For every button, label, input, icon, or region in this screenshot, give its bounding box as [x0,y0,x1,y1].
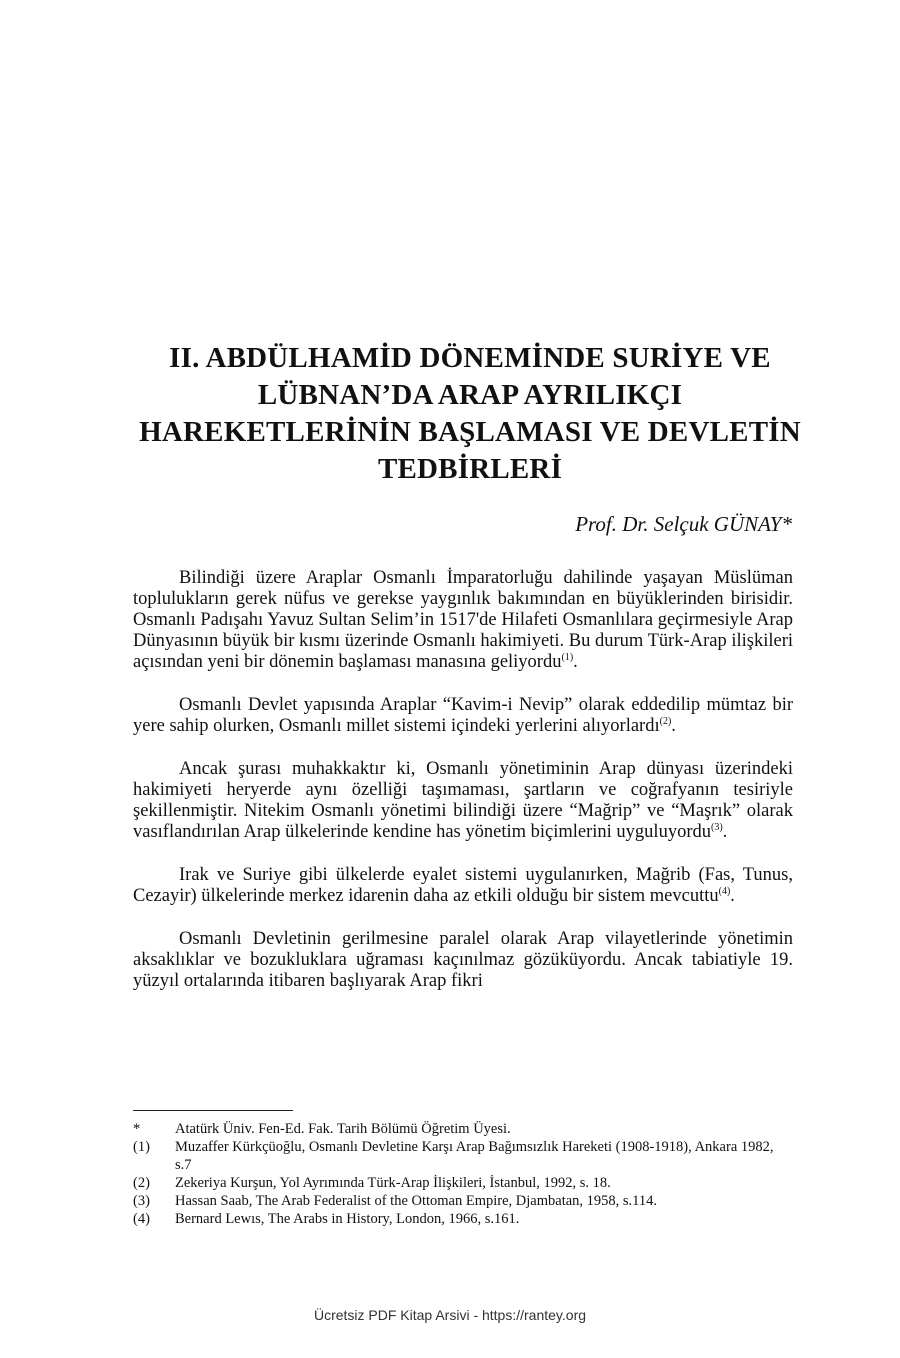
footnote-mark: (4) [133,1211,150,1227]
footnote-mark: (3) [133,1193,150,1209]
paragraph-2: Osmanlı Devlet yapısında Araplar “Kavim-i Nevip” olarak eddedilip mümtaz bir yere sahip olurken, Osmanlı millet sistemi içindeki yerlerini alıyorlardı$^{(2)}$. [133,695,793,736]
title-line-2: LÜBNAN’DA ARAP AYRILIKÇI [257,379,683,411]
footnote-text: Muzaffer Kürkçüoğlu, Osmanlı Devletine Karşı Arap Bağımsızlık Hareketi (1908-1918), Ankara 1982, s.7 [175,1139,774,1173]
footnote-text: Bernard Lewıs, The Arabs in History, London, 1966, s.161. [175,1211,520,1227]
footnotes [133,1120,793,1228]
footnote-item [133,1138,793,1174]
footnote-divider [133,1110,293,1111]
footnote-item [133,1120,793,1138]
footnote-item [133,1174,793,1192]
footnote-mark: * [133,1121,141,1137]
footnote-ref-1: (1) [561,651,574,663]
footnote-ref-2: (2) [659,715,672,727]
archive-watermark: Ücretsiz PDF Kitap Arsivi - https://rantey.org [313,1307,587,1323]
paragraph-4: Irak ve Suriye gibi ülkelerde eyalet sistemi uygulanırken, Mağrib (Fas, Tunus, Cezayir) ülkelerinde merkez idarenin daha az etkili olduğu bir sistem mevcuttu$^{(4)}$. [133,865,793,906]
footnote-item [133,1192,793,1210]
footnote-text: Hassan Saab, The Arab Federalist of the Ottoman Empire, Djambatan, 1958, s.114. [175,1193,658,1209]
article-body [133,568,793,1014]
paragraph-5: Osmanlı Devletinin gerilmesine paralel olarak Arap vilayetlerinde yönetimin aksaklıklar ve bozukluklara uğraması kaçınılmaz gözüküyordu. Ancak tabiatiyle 19. yüzyıl ortalarında itibaren başlıyarak Arap fikri [133,929,793,991]
article-title [120,340,820,488]
title-line-4: TEDBİRLERİ [377,453,563,485]
footnote-mark: (2) [133,1175,150,1191]
title-line-1: II. ABDÜLHAMİD DÖNEMİNDE SURİYE VE [169,342,771,374]
footnote-mark: (1) [133,1139,150,1155]
title-line-3: HAREKETLERİNİN BAŞLAMASI VE DEVLETİN [139,416,801,448]
paragraph-3: Ancak şurası muhakkaktır ki, Osmanlı yönetiminin Arap dünyası üzerindeki hakimiyeti heryerde aynı özelliği taşımaması, şartların ve coğrafyanın tesiriyle şekillenmiştir. Nitekim Osmanlı yönetimi bilindiği üzere “Mağrip” ve “Maşrık” olarak vasıflandırılan Arap ülkelerinde kendine has yönetim biçimlerini uyguluyordu$^{(3)}$. [133,759,793,842]
footnote-text: Atatürk Üniv. Fen-Ed. Fak. Tarih Bölümü Öğretim Üyesi. [175,1121,511,1137]
footnote-ref-3: (3) [710,821,723,833]
author-name: Prof. Dr. Selçuk GÜNAY* [575,512,792,536]
footnote-text: Zekeriya Kurşun, Yol Ayrımında Türk-Arap İlişkileri, İstanbul, 1992, s. 18. [175,1175,611,1191]
footnote-ref-4: (4) [718,885,731,897]
paragraph-1: Bilindiği üzere Araplar Osmanlı İmparatorluğu dahilinde yaşayan Müslüman toplulukların gerek nüfus ve gerekse yaygınlık bakımından en büyüklerinden birisidir. Osmanlı Padışahı Yavuz Sultan Selim’in 1517'de Hilafeti Osmanlılara geçirmesiyle Arap Dünyasının büyük bir kısmı üzerinde Osmanlı hakimiyeti. Bu durum Türk-Arap ilişkileri açısından yeni bir dönemin başlaması manasına geliyordu$^{(1)}$. [133,568,793,672]
footnote-item [133,1210,793,1228]
